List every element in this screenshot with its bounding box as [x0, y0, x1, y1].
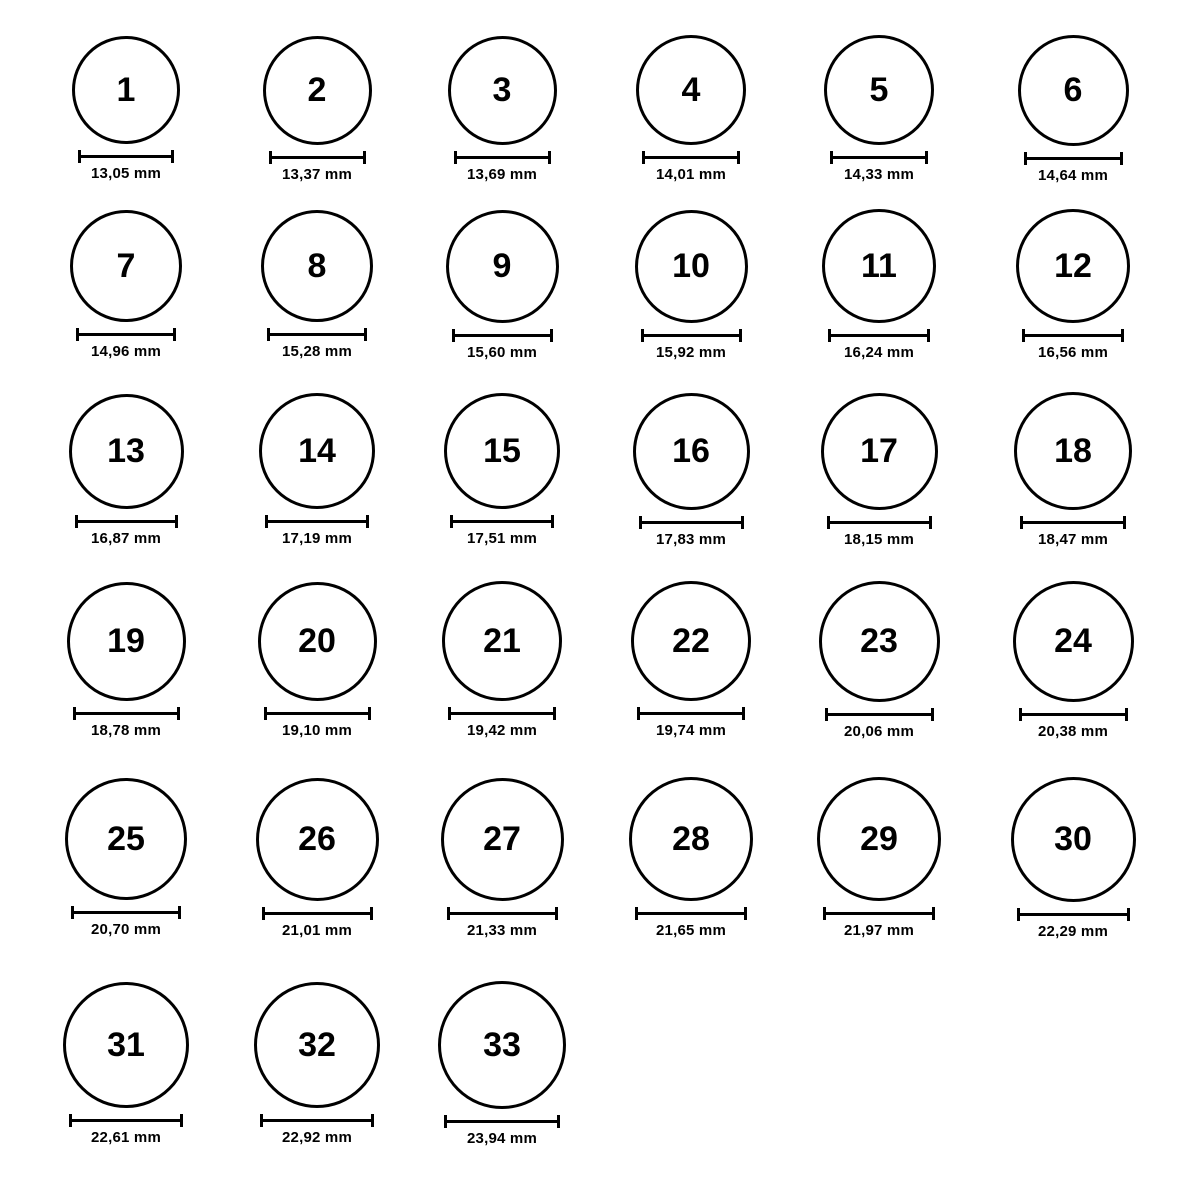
ring-size-item [601, 393, 781, 548]
diameter-measure-bar [642, 151, 740, 163]
ring-size-item [227, 582, 407, 739]
measure-cap-left [260, 1114, 263, 1127]
diameter-label: 21,33 mm [467, 921, 537, 939]
ring-size-number: 12 [1054, 247, 1092, 285]
ring-size-item [983, 392, 1163, 548]
ring-size-item [36, 36, 216, 182]
diameter-label: 14,64 mm [1038, 166, 1108, 184]
diameter-measure-bar [1017, 908, 1130, 920]
diameter-measure-bar [828, 329, 930, 341]
measure-line [260, 1119, 374, 1122]
ring-size-number: 24 [1054, 622, 1092, 660]
ring-size-number: 20 [298, 622, 336, 660]
measure-line [637, 712, 745, 715]
measure-cap-right [1127, 908, 1130, 921]
ring-size-item [227, 210, 407, 360]
ring-circle [256, 778, 379, 901]
measure-cap-right [557, 1115, 560, 1128]
ring-size-item [227, 982, 407, 1146]
diameter-measure-bar [1024, 152, 1123, 164]
diameter-measure-bar [823, 907, 935, 919]
measure-line [450, 520, 554, 523]
ring-size-item [983, 35, 1163, 184]
measure-line [265, 520, 369, 523]
measure-cap-right [737, 151, 740, 164]
diameter-measure-bar [264, 707, 371, 719]
measure-line [828, 334, 930, 337]
measure-line [452, 334, 553, 337]
diameter-label: 16,87 mm [91, 529, 161, 547]
diameter-label: 15,92 mm [656, 343, 726, 361]
measure-cap-left [827, 516, 830, 529]
diameter-label: 19,10 mm [282, 721, 352, 739]
measure-line [448, 712, 556, 715]
ring-size-number: 30 [1054, 820, 1092, 858]
measure-line [639, 521, 744, 524]
ring-size-item [789, 393, 969, 548]
ring-size-number: 27 [483, 820, 521, 858]
diameter-measure-bar [1019, 708, 1128, 720]
diameter-label: 16,24 mm [844, 344, 914, 361]
ring-size-item [36, 982, 216, 1146]
diameter-measure-bar [260, 1114, 374, 1126]
ring-circle [444, 393, 560, 509]
ring-circle [1014, 392, 1132, 510]
ring-size-number: 10 [672, 247, 710, 285]
measure-cap-right [548, 151, 551, 164]
ring-size-number: 25 [107, 820, 145, 858]
measure-cap-left [635, 907, 638, 920]
ring-size-number: 6 [1063, 71, 1083, 109]
measure-cap-right [370, 907, 373, 920]
measure-cap-right [551, 515, 554, 528]
ring-circle [63, 982, 189, 1108]
measure-line [830, 156, 928, 159]
diameter-measure-bar [450, 515, 554, 527]
measure-line [75, 520, 178, 523]
ring-size-item [601, 35, 781, 183]
diameter-label: 18,47 mm [1038, 531, 1108, 548]
ring-circle [254, 982, 380, 1108]
diameter-label: 19,74 mm [656, 722, 726, 739]
ring-size-item [412, 581, 592, 739]
ring-circle [67, 582, 186, 701]
ring-size-number: 8 [307, 247, 327, 285]
measure-line [267, 333, 367, 336]
diameter-label: 13,69 mm [467, 165, 537, 183]
ring-size-item [36, 210, 216, 360]
diameter-measure-bar [262, 907, 373, 919]
diameter-label: 23,94 mm [467, 1130, 537, 1147]
measure-line [76, 333, 176, 336]
ring-circle [817, 777, 941, 901]
measure-cap-left [830, 151, 833, 164]
diameter-label: 21,65 mm [656, 922, 726, 939]
diameter-label: 20,06 mm [844, 722, 914, 740]
measure-cap-right [927, 329, 930, 342]
measure-cap-right [925, 151, 928, 164]
ring-circle [65, 778, 187, 900]
ring-circle [629, 777, 753, 901]
diameter-measure-bar [1020, 516, 1126, 528]
diameter-measure-bar [635, 907, 747, 919]
ring-size-item [983, 777, 1163, 940]
ring-size-item [412, 210, 592, 361]
ring-size-number: 3 [492, 71, 512, 109]
ring-circle [1013, 581, 1134, 702]
diameter-measure-bar [830, 151, 928, 163]
ring-size-number: 14 [298, 432, 336, 470]
measure-line [264, 712, 371, 715]
ring-size-number: 5 [869, 71, 889, 109]
ring-circle [70, 210, 182, 322]
ring-size-item [601, 210, 781, 361]
diameter-label: 15,28 mm [282, 343, 352, 360]
measure-cap-left [1024, 152, 1027, 165]
ring-size-number: 28 [672, 820, 710, 858]
diameter-measure-bar [76, 328, 176, 340]
diameter-measure-bar [71, 906, 181, 918]
ring-circle [72, 36, 180, 144]
diameter-measure-bar [637, 707, 745, 719]
ring-size-number: 21 [483, 622, 521, 660]
diameter-label: 22,61 mm [91, 1129, 161, 1146]
measure-cap-left [76, 328, 79, 341]
measure-cap-right [368, 707, 371, 720]
diameter-measure-bar [827, 516, 932, 528]
measure-cap-left [448, 707, 451, 720]
ring-circle [259, 393, 375, 509]
measure-line [1020, 521, 1126, 524]
diameter-label: 17,19 mm [282, 530, 352, 547]
ring-size-item [36, 778, 216, 938]
measure-line [642, 156, 740, 159]
diameter-measure-bar [265, 515, 369, 527]
ring-size-number: 17 [860, 432, 898, 470]
measure-cap-left [73, 707, 76, 720]
ring-circle [1018, 35, 1129, 146]
diameter-measure-bar [75, 515, 178, 527]
ring-circle [635, 210, 748, 323]
measure-cap-left [75, 515, 78, 528]
ring-size-number: 1 [116, 71, 136, 109]
ring-size-number: 15 [483, 432, 521, 470]
measure-cap-left [71, 906, 74, 919]
diameter-measure-bar [641, 329, 742, 341]
ring-circle [258, 582, 377, 701]
measure-line [447, 912, 558, 915]
measure-cap-right [931, 708, 934, 721]
measure-cap-left [450, 515, 453, 528]
measure-cap-right [1125, 708, 1128, 721]
measure-cap-left [828, 329, 831, 342]
measure-cap-right [550, 329, 553, 342]
ring-size-item [789, 35, 969, 183]
measure-cap-right [171, 150, 174, 163]
measure-line [73, 712, 180, 715]
measure-cap-left [444, 1115, 447, 1128]
measure-cap-right [177, 707, 180, 720]
ring-circle [824, 35, 934, 145]
diameter-label: 20,38 mm [1038, 722, 1108, 740]
measure-cap-left [447, 907, 450, 920]
measure-cap-right [180, 1114, 183, 1127]
measure-cap-left [454, 151, 457, 164]
ring-size-number: 23 [860, 622, 898, 660]
diameter-measure-bar [69, 1114, 183, 1126]
measure-cap-left [1020, 516, 1023, 529]
diameter-label: 17,51 mm [467, 530, 537, 547]
measure-line [823, 912, 935, 915]
measure-cap-left [637, 707, 640, 720]
ring-size-number: 4 [681, 71, 701, 109]
ring-size-number: 9 [492, 247, 512, 285]
ring-size-item [36, 394, 216, 547]
diameter-measure-bar [448, 707, 556, 719]
measure-cap-right [371, 1114, 374, 1127]
measure-cap-left [262, 907, 265, 920]
ring-size-number: 11 [861, 247, 897, 285]
diameter-label: 13,37 mm [282, 165, 352, 183]
measure-line [71, 911, 181, 914]
measure-cap-right [932, 907, 935, 920]
measure-cap-right [173, 328, 176, 341]
ring-size-item [789, 777, 969, 939]
diameter-measure-bar [825, 708, 934, 720]
ring-circle [448, 36, 557, 145]
ring-size-number: 32 [298, 1026, 336, 1064]
ring-circle [819, 581, 940, 702]
ring-circle [263, 36, 372, 145]
ring-size-item [983, 581, 1163, 740]
ring-size-number: 19 [107, 622, 145, 660]
ring-size-number: 7 [116, 247, 136, 285]
ring-size-item [412, 981, 592, 1147]
diameter-label: 16,56 mm [1038, 344, 1108, 361]
ring-circle [69, 394, 184, 509]
measure-cap-right [1121, 329, 1124, 342]
measure-line [269, 156, 366, 159]
diameter-measure-bar [447, 907, 558, 919]
measure-line [641, 334, 742, 337]
measure-cap-right [739, 329, 742, 342]
measure-cap-right [363, 151, 366, 164]
measure-line [827, 521, 932, 524]
ring-size-item [789, 581, 969, 740]
ring-size-item [227, 393, 407, 547]
measure-cap-right [366, 515, 369, 528]
diameter-label: 20,70 mm [91, 921, 161, 938]
measure-cap-left [641, 329, 644, 342]
measure-cap-right [175, 515, 178, 528]
measure-cap-left [1017, 908, 1020, 921]
measure-line [262, 912, 373, 915]
measure-cap-right [1123, 516, 1126, 529]
diameter-measure-bar [73, 707, 180, 719]
ring-size-item [601, 581, 781, 739]
ring-size-item [412, 393, 592, 547]
diameter-label: 22,29 mm [1038, 922, 1108, 940]
ring-circle [441, 778, 564, 901]
diameter-label: 14,33 mm [844, 166, 914, 183]
ring-circle [1016, 209, 1130, 323]
measure-cap-right [742, 707, 745, 720]
measure-cap-right [741, 516, 744, 529]
measure-line [69, 1119, 183, 1122]
measure-cap-left [823, 907, 826, 920]
measure-cap-left [78, 150, 81, 163]
diameter-measure-bar [444, 1115, 560, 1127]
diameter-measure-bar [452, 329, 553, 341]
measure-cap-left [1019, 708, 1022, 721]
ring-size-number: 26 [298, 820, 336, 858]
measure-cap-right [929, 516, 932, 529]
measure-line [454, 156, 551, 159]
measure-cap-right [1120, 152, 1123, 165]
diameter-measure-bar [639, 516, 744, 528]
measure-line [1024, 157, 1123, 160]
diameter-measure-bar [454, 151, 551, 163]
measure-cap-right [553, 707, 556, 720]
ring-circle [633, 393, 750, 510]
measure-cap-right [744, 907, 747, 920]
measure-cap-left [825, 708, 828, 721]
ring-circle [261, 210, 373, 322]
diameter-label: 15,60 mm [467, 343, 537, 361]
ring-size-item [983, 209, 1163, 361]
ring-size-item [227, 778, 407, 939]
measure-cap-right [555, 907, 558, 920]
ring-circle [442, 581, 562, 701]
ring-size-item [227, 36, 407, 183]
measure-line [1022, 334, 1124, 337]
measure-cap-left [1022, 329, 1025, 342]
ring-size-number: 33 [483, 1026, 521, 1064]
measure-cap-left [452, 329, 455, 342]
diameter-label: 17,83 mm [656, 530, 726, 548]
measure-cap-right [364, 328, 367, 341]
ring-size-number: 31 [107, 1026, 145, 1064]
ring-circle [821, 393, 938, 510]
diameter-measure-bar [267, 328, 367, 340]
ring-size-number: 2 [307, 71, 327, 109]
diameter-label: 21,97 mm [844, 922, 914, 939]
ring-circle [822, 209, 936, 323]
diameter-label: 14,96 mm [91, 343, 161, 360]
ring-size-number: 16 [672, 432, 710, 470]
diameter-label: 13,05 mm [91, 165, 161, 182]
measure-cap-left [267, 328, 270, 341]
diameter-label: 14,01 mm [656, 166, 726, 183]
measure-cap-left [642, 151, 645, 164]
ring-circle [636, 35, 746, 145]
measure-line [1017, 913, 1130, 916]
diameter-label: 18,78 mm [91, 721, 161, 739]
ring-circle [438, 981, 566, 1109]
diameter-label: 18,15 mm [844, 530, 914, 548]
ring-circle [446, 210, 559, 323]
ring-size-item [789, 209, 969, 361]
ring-size-item [36, 582, 216, 739]
diameter-label: 22,92 mm [282, 1129, 352, 1146]
ring-size-item [601, 777, 781, 939]
ring-size-number: 13 [107, 432, 145, 470]
diameter-measure-bar [269, 151, 366, 163]
diameter-measure-bar [78, 150, 174, 162]
measure-cap-left [269, 151, 272, 164]
ring-size-item [412, 778, 592, 939]
measure-line [825, 713, 934, 716]
ring-size-number: 29 [860, 820, 898, 858]
measure-cap-left [639, 516, 642, 529]
measure-line [1019, 713, 1128, 716]
measure-line [444, 1120, 560, 1123]
ring-size-item [412, 36, 592, 183]
diameter-measure-bar [1022, 329, 1124, 341]
diameter-label: 21,01 mm [282, 921, 352, 939]
ring-size-number: 18 [1054, 432, 1092, 470]
diameter-label: 19,42 mm [467, 722, 537, 739]
measure-line [635, 912, 747, 915]
measure-line [78, 155, 174, 158]
measure-cap-right [178, 906, 181, 919]
ring-size-number: 22 [672, 622, 710, 660]
measure-cap-left [69, 1114, 72, 1127]
measure-cap-left [264, 707, 267, 720]
ring-circle [1011, 777, 1136, 902]
measure-cap-left [265, 515, 268, 528]
ring-circle [631, 581, 751, 701]
